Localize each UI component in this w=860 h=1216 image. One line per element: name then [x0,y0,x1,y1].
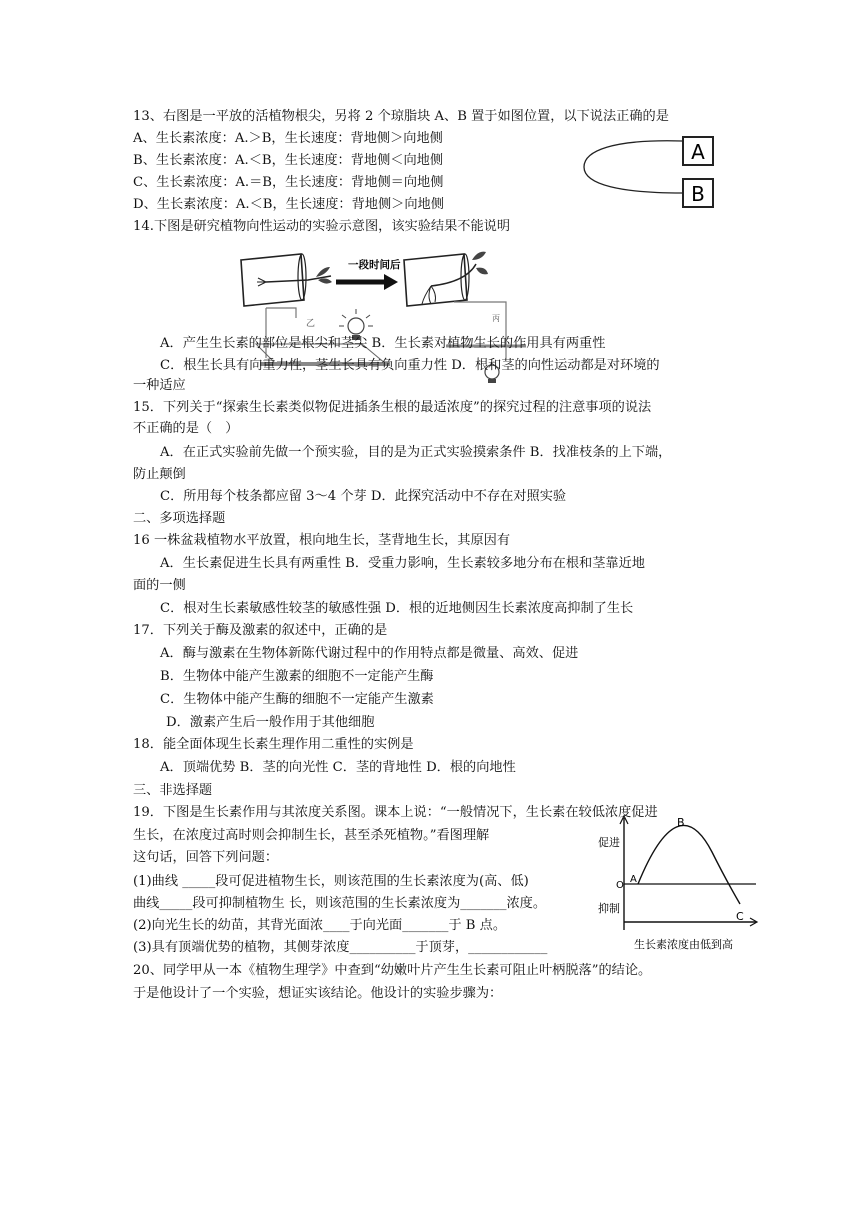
origin-label: O [616,880,624,891]
q19-line-7: (3)具有顶端优势的植物，其侧芽浓度__________于顶芽，____________ [133,940,548,955]
block-a-label: A [691,140,705,164]
q18-line-2: A．顶端优势 B．茎的向光性 C．茎的背地性 D．根的向地性 [160,760,516,775]
q17-line-5: D．激素产生后一般作用于其他细胞 [166,715,375,730]
q20-line-1: 20、同学甲从一本《植物生理学》中查到“幼嫩叶片产生生长素可阻止叶柄脱落”的结论。 [133,963,652,978]
q19-line-1: 19．下图是生长素作用与其浓度关系图。课本上说：“一般情况下，生长素在较低浓度促进 [133,805,658,820]
q13-option-b: B、生长素浓度：A.＜B，生长速度：背地侧＜向地侧 [133,153,444,168]
point-a-label: A [630,874,637,885]
q13-option-c: C、生长素浓度：A.＝B，生长速度：背地侧＝向地侧 [133,175,444,190]
root-tip-outline [584,141,682,193]
leaf-icon [316,267,332,284]
q20-line-2: 于是他设计了一个实验，想证实该结论。他设计的实验步骤为： [133,986,503,1001]
q14-line-2: C．根生长具有向重力性，茎生长具有负向重力性 D．根和茎的向性运动都是对环境的 [160,358,660,373]
q19-line-6: (2)向光生长的幼苗，其背光面浓____于向光面_______于 B 点。 [133,918,507,933]
q13-option-a: A、生长素浓度：A.＞B，生长速度：背地侧＞向地侧 [133,131,443,146]
q18-line-1: 18．能全面体现生长素生理作用二重性的实例是 [133,737,414,752]
q14-line-1: A．产生生长素的部位是根尖和茎尖 B．生长素对植物生长的作用具有两重性 [160,336,606,351]
svg-text:乙: 乙 [306,319,316,329]
section-heading-2: 二、多项选择题 [133,511,226,526]
figure-label: 一段时间后 [348,259,401,271]
q14-line-3: 一种适应 [133,378,186,393]
q13-option-d: D、生长素浓度：A.＜B，生长速度：背地侧＞向地侧 [133,197,444,212]
auxin-concentration-graph [594,812,760,954]
x-axis-label: 生长素浓度由低到高 [634,938,733,951]
q19-line-3: 这句话，回答下列问题： [133,850,279,865]
q19-line-2: 生长，在浓度过高时则会抑制生长，甚至杀死植物。”看图理解 [133,828,490,843]
q19-line-5: 曲线_____段可抑制植物生 长，则该范围的生长素浓度为_______浓度。 [133,896,547,911]
root-tip-figure [582,133,717,209]
q17-line-1: 17．下列关于酶及激素的叙述中，正确的是 [133,623,388,638]
q15-line-4: 防止颠倒 [133,467,186,482]
bulb-icon [348,318,364,334]
q16-line-1: 16 一株盆栽植物水平放置，根向地生长，茎背地生长，其原因有 [133,533,511,548]
point-c-label: C [736,910,744,923]
q17-line-4: C．生物体中能产生酶的细胞不一定能产生激素 [160,692,434,707]
q17-line-3: B．生物体中能产生激素的细胞不一定能产生酶 [160,669,434,684]
svg-text:丙: 丙 [492,314,500,323]
response-curve [638,825,740,904]
q15-line-5: C．所用每个枝条都应留 3～4 个芽 D．此探究活动中不存在对照实验 [160,489,567,504]
q19-line-4: (1)曲线 _____段可促进植物生长，则该范围的生长素浓度为(高、低) [133,874,529,889]
section-heading-3: 三、非选择题 [133,783,213,798]
q15-line-3: A．在正式实验前先做一个预实验，目的是为正式实验摸索条件 B．找准枝条的上下端， [160,445,672,460]
q14-stem: 14.下图是研究植物向性运动的实验示意图，该实验结果不能说明 [133,219,511,234]
q15-line-1: 15．下列关于“探索生长素类似物促进插条生根的最适浓度”的探究过程的注意事项的说法 [133,400,652,415]
inhibit-label: 抑制 [598,902,620,915]
point-b-label: B [677,816,685,829]
q13-stem: 13、右图是一平放的活植物根尖，另将 2 个琼脂块 A、B 置于如图位置，以下说法正确的是 [133,109,669,124]
q17-line-2: A．酶与激素在生物体新陈代谢过程中的作用特点都是微量、高效、促进 [160,646,579,661]
q15-line-2: 不正确的是（ ） [133,421,239,436]
q16-line-2: A．生长素促进生长具有两重性 B．受重力影响，生长素较多地分布在根和茎靠近地 [160,556,645,571]
q16-line-3: 面的一侧 [133,578,186,593]
promote-label: 促进 [598,836,620,849]
q16-line-4: C．根对生长素敏感性较茎的敏感性强 D．根的近地侧因生长素浓度高抑制了生长 [160,601,634,616]
graph-side-labels-spacer [4,0,14,10]
block-b-label: B [691,182,705,206]
root-bending-down [422,286,436,304]
